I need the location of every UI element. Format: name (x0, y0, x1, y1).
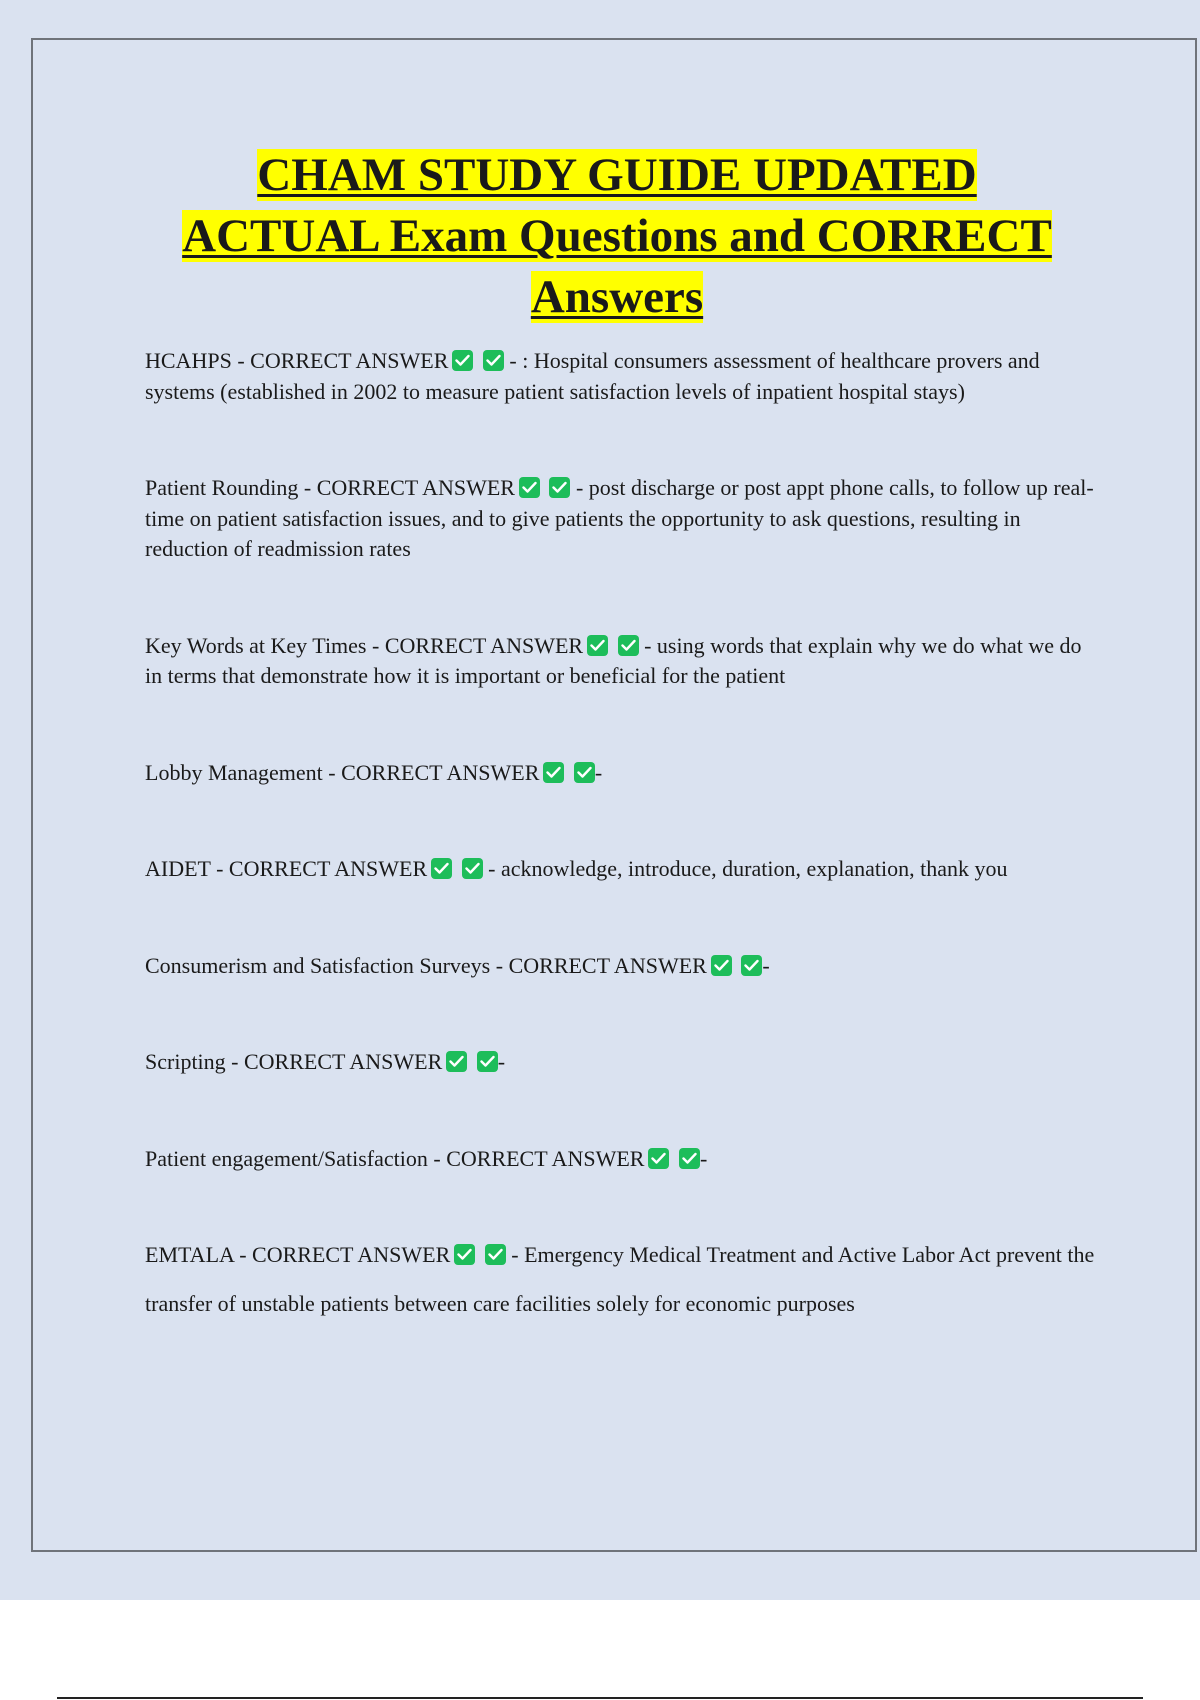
entry-answer: - acknowledge, introduce, duration, explanation, thank you (488, 856, 1008, 881)
check-mark-icon (549, 477, 570, 498)
check-mark-icon (543, 762, 564, 783)
qa-entry-consumerism (145, 951, 1100, 982)
entry-term: EMTALA (145, 1242, 234, 1267)
check-mark-icon (452, 350, 473, 371)
entry-separator: - (210, 856, 229, 881)
check-mark-icon (679, 1148, 700, 1169)
check-mark-icon (587, 635, 608, 656)
entry-answer: - (497, 1049, 506, 1074)
qa-entry-patient-rounding (145, 473, 1100, 565)
qa-entry-patient-engagement (145, 1144, 1100, 1175)
entry-answer: - using words that explain why we do what we do in terms that demonstrate how it is important or beneficial for the patient (145, 632, 1082, 688)
entry-separator: - (225, 1049, 244, 1074)
entry-term: AIDET (145, 856, 211, 881)
check-mark-icon (618, 635, 639, 656)
entry-label: CORRECT ANSWER (244, 1049, 443, 1074)
entry-term: Key Words at Key Times (145, 632, 367, 658)
entry-term: Lobby Management (145, 759, 323, 785)
check-mark-icon (711, 955, 732, 976)
entry-term: Scripting (145, 1049, 226, 1074)
entry-separator: - (231, 348, 251, 373)
entry-separator: - (233, 1242, 253, 1267)
entry-label: CORRECT ANSWER (250, 348, 449, 373)
entry-answer: - (699, 1145, 708, 1171)
entry-answer: - (594, 759, 603, 785)
entry-label: CORRECT ANSWER (384, 632, 584, 658)
document-title (60, 145, 1174, 328)
check-mark-icon (485, 1244, 506, 1265)
entry-separator: - (427, 1145, 447, 1171)
entry-answer: - Emergency Medical Treatment and Active Labor Act prevent the transfer of unstable patients between care facilities solely for economic purposes (145, 1242, 1095, 1316)
check-mark-icon (574, 762, 595, 783)
title-line-1: CHAM STUDY GUIDE UPDATED (257, 149, 977, 201)
qa-entry-hcahps (145, 346, 1100, 407)
check-mark-icon (454, 1244, 475, 1265)
entry-label: CORRECT ANSWER (252, 1242, 451, 1267)
entry-term: Patient Rounding (145, 475, 299, 500)
title-line-3: Answers (530, 271, 704, 323)
check-mark-icon (483, 350, 504, 371)
check-mark-icon (741, 955, 762, 976)
check-mark-icon (431, 858, 452, 879)
entry-term: Consumerism and Satisfaction Surveys (145, 952, 491, 978)
entry-answer: - post discharge or post appt phone calls, to follow up real-time on patient satisfaction issues, and to give patients the opportunity to ask questions, resulting in reduction of readmission rates (145, 475, 1094, 561)
qa-entry-emtala (145, 1230, 1100, 1328)
entry-separator: - (490, 952, 509, 978)
check-mark-icon (477, 1051, 498, 1072)
entry-label: CORRECT ANSWER (508, 952, 707, 978)
check-mark-icon (462, 858, 483, 879)
entry-separator: - (366, 632, 385, 658)
entry-term: Patient engagement/Satisfaction (145, 1145, 428, 1171)
entry-term: HCAHPS (145, 348, 232, 373)
qa-entry-aidet (145, 854, 1100, 885)
qa-entry-scripting (145, 1047, 1100, 1078)
qa-entry-key-words (145, 631, 1100, 692)
entry-label: CORRECT ANSWER (316, 475, 515, 500)
entry-label: CORRECT ANSWER (341, 759, 540, 785)
check-mark-icon (446, 1051, 467, 1072)
footer-divider (57, 1697, 1143, 1699)
entry-label: CORRECT ANSWER (446, 1145, 645, 1171)
entry-separator: - (298, 475, 317, 500)
entry-separator: - (322, 759, 342, 785)
check-mark-icon (519, 477, 540, 498)
entry-answer: - (762, 952, 770, 978)
qa-entry-lobby-management (145, 758, 1100, 789)
qa-list (145, 346, 1100, 1394)
entry-label: CORRECT ANSWER (228, 856, 428, 881)
entry-answer: - : Hospital consumers assessment of healthcare provers and systems (established in 2002 to measure patient satisfaction levels of inpatient hospital stays) (145, 348, 1040, 404)
title-line-2: ACTUAL Exam Questions and CORRECT (182, 210, 1052, 262)
check-mark-icon (648, 1148, 669, 1169)
